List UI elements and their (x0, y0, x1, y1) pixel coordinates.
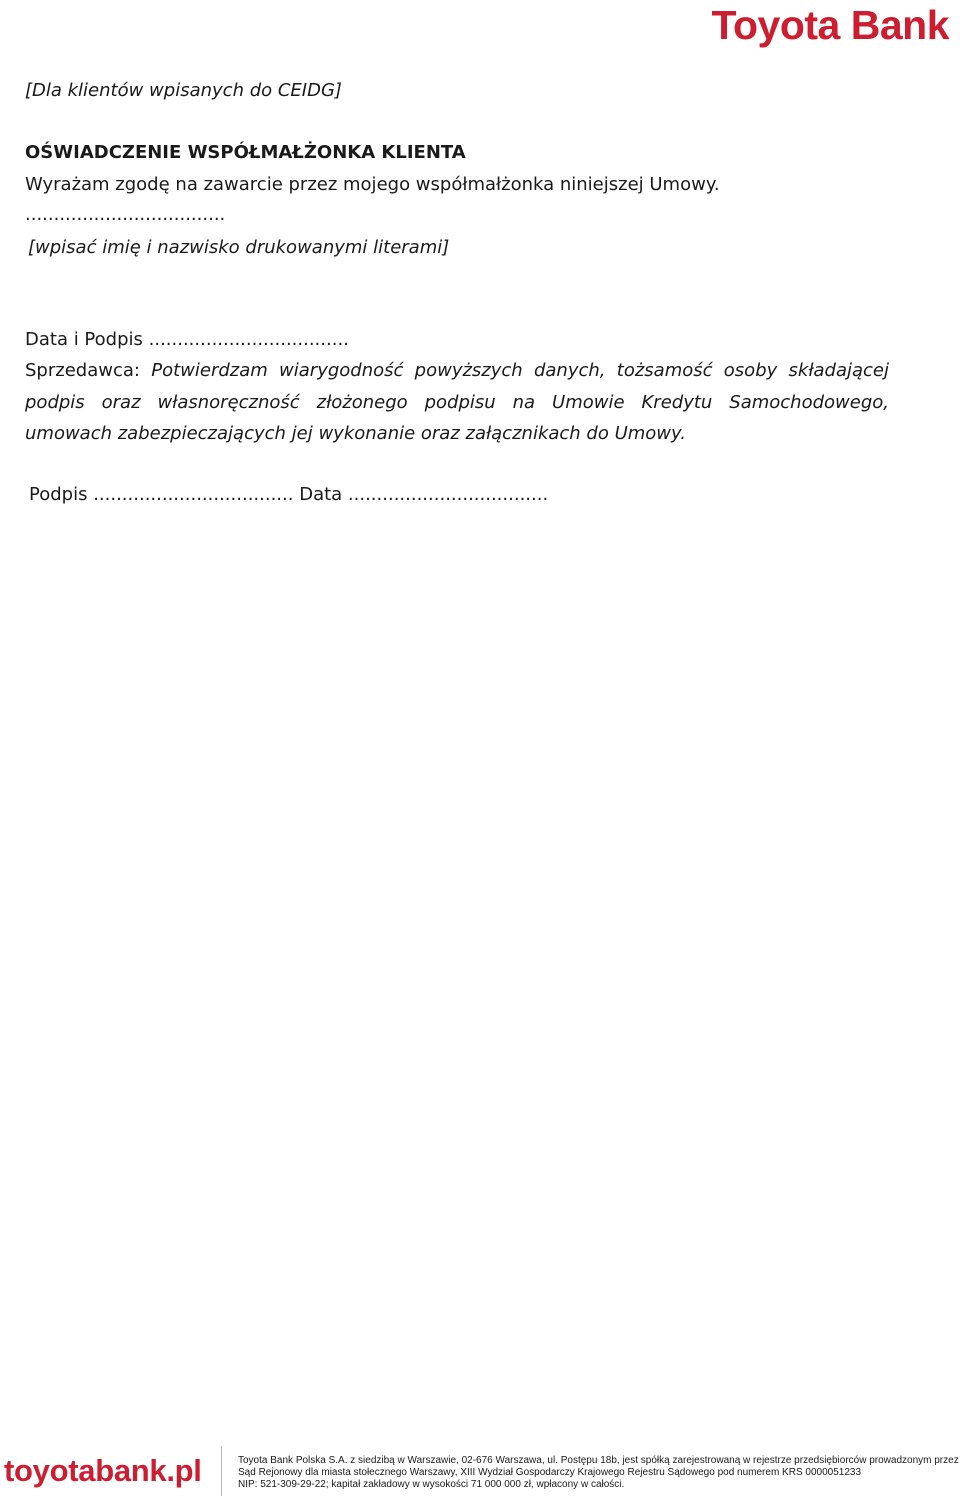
date-label: Data (299, 484, 343, 505)
date-signature-dots: ................................... (148, 329, 349, 350)
footer-logo: toyotabank.pl (4, 1453, 202, 1488)
footer-line-2: Sąd Rejonowy dla miasta stołecznego Warszawy, XIII Wydział Gospodarczy Krajowego Rejestru Sądowego pod numerem KRS 0000051233 (238, 1467, 862, 1478)
footer-line-3: NIP: 521-309-29-22; kapitał zakładowy w wysokości 71 000 000 zł, wpłacony w całości. (238, 1479, 625, 1490)
date-dots: ................................... (347, 484, 549, 505)
seller-label: Sprzedawca: (25, 360, 140, 381)
name-field-dots: ................................... (25, 204, 226, 225)
date-signature-label: Data i Podpis (25, 329, 143, 350)
toyota-bank-logo: Toyota Bank (711, 2, 949, 48)
footer-legal-text (238, 1455, 960, 1491)
footer-divider (221, 1446, 222, 1496)
seller-statement: Potwierdzam wiarygodność powyższych danych, tożsamość osoby składającej podpis oraz własnoręczność złożonego podpisu na Umowie Kredytu Samochodowego, umowach zabezpieczających jej wykonanie oraz załącznikach do Umowy. (25, 360, 889, 444)
date-signature-line (25, 328, 349, 352)
signature-dots: ................................... (93, 484, 294, 505)
signature-label: Podpis (29, 484, 88, 505)
client-type-note: [Dla klientów wpisanych do CEIDG] (25, 80, 342, 101)
section-title: OŚWIADCZENIE WSPÓŁMAŁŻONKA KLIENTA (25, 142, 466, 163)
footer-line-1: Toyota Bank Polska S.A. z siedzibą w Warszawie, 02-676 Warszawa, ul. Postępu 18b, jest spółką zarejestrowaną w rejestrze przedsiębiorców prowadzonym przez (238, 1455, 959, 1466)
seller-statement-paragraph (25, 355, 889, 450)
name-instruction: [wpisać imię i nazwisko drukowanymi literami] (28, 237, 450, 258)
consent-text: Wyrażam zgodę na zawarcie przez mojego współmałżonka niniejszej Umowy. (25, 174, 720, 195)
signature-date-line (29, 483, 548, 507)
